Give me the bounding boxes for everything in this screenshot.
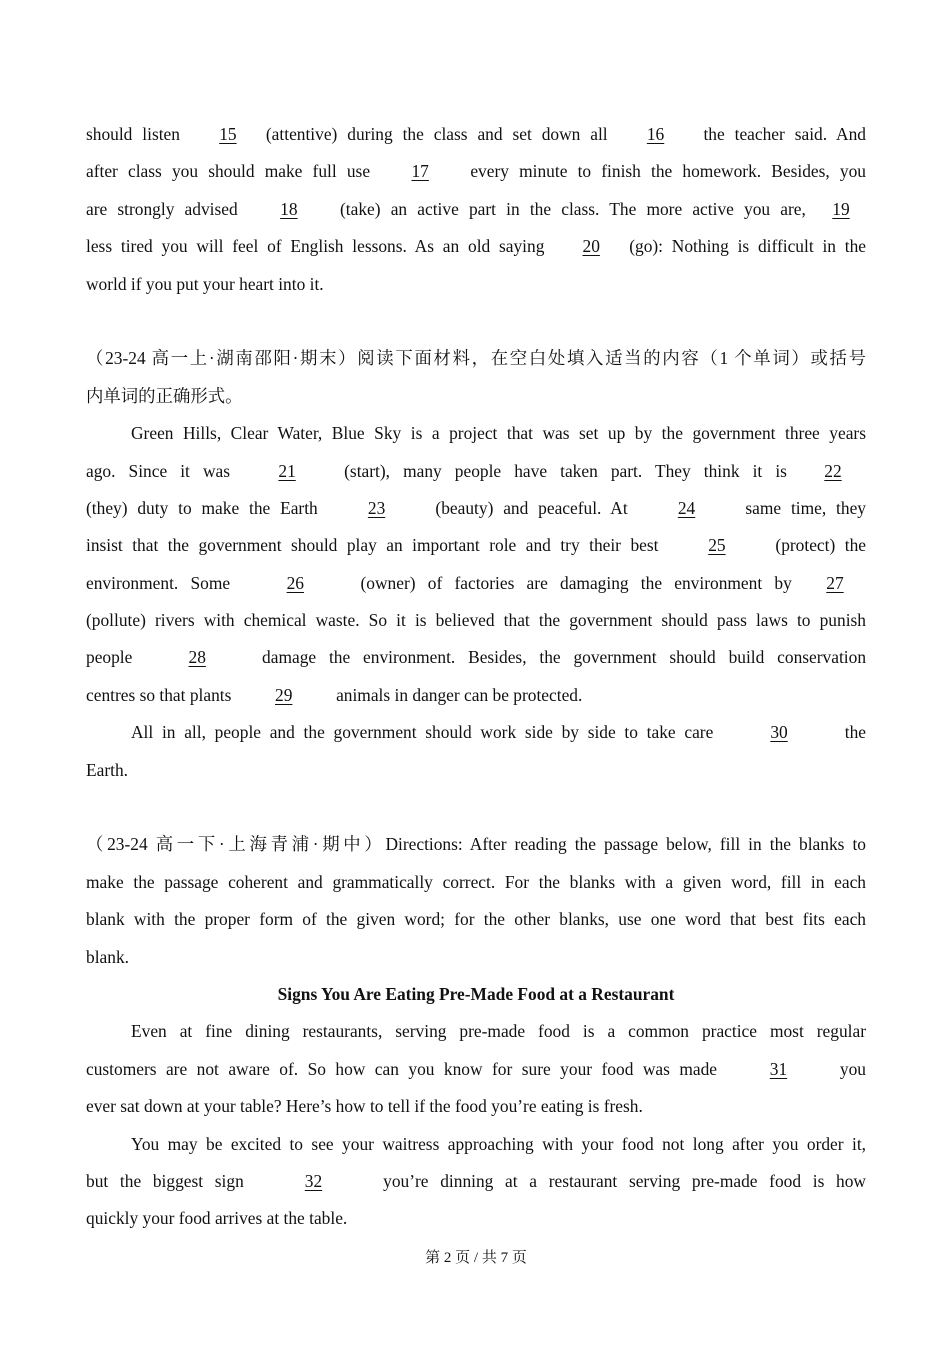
text-line: world if you put your heart into it. <box>86 273 324 294</box>
text-line: ago. Since it was 21 (start), many people have taken part. They think it is 22 <box>86 453 866 490</box>
text-line: Even at fine dining restaurants, serving pre-made food is a common practice most regular <box>131 1021 866 1042</box>
blank-31: 31 <box>769 1058 788 1079</box>
text-line: are strongly advised 18 (take) an active part in the class. The more active you are, 19 <box>86 191 866 228</box>
text-line: less tired you will feel of English lessons. As an old saying 20 (go): Nothing is difficult in the <box>86 228 866 265</box>
blank-18: 18 <box>280 198 298 219</box>
question-instruction: blank with the proper form of the given word; for the other blanks, use one word that best fits each <box>86 909 866 930</box>
passage-2 <box>86 340 866 789</box>
blank-19: 19 <box>832 198 850 219</box>
blank-21: 21 <box>278 460 296 481</box>
text-line: (pollute) rivers with chemical waste. So it is believed that the government should pass laws to punish <box>86 610 866 631</box>
text-line: after class you should make full use 17 every minute to finish the homework. Besides, you <box>86 153 866 190</box>
question-source: （23-24 高一上·湖南邵阳·期末）阅读下面材料，在空白处填入适当的内容（1 个单词）或括号 <box>86 348 866 369</box>
blank-17: 17 <box>411 161 429 182</box>
passage-title: Signs You Are Eating Pre-Made Food at a Restaurant <box>277 983 675 1004</box>
blank-24: 24 <box>677 497 696 518</box>
text-line: Green Hills, Clear Water, Blue Sky is a project that was set up by the government three years <box>131 423 866 444</box>
blank-25: 25 <box>708 535 726 556</box>
text-line: (they) duty to make the Earth 23 (beauty) and peaceful. At 24 same time, they <box>86 490 866 527</box>
question-source: （23-24 高一下·上海青浦·期中）Directions: After reading the passage below, fill in the blanks to <box>86 834 866 855</box>
text-line: should listen 15 (attentive) during the class and set down all 16 the teacher said. And <box>86 116 866 153</box>
text-line: quickly your food arrives at the table. <box>86 1208 348 1229</box>
text-line: insist that the government should play an important role and try their best 25 (protect) the <box>86 527 866 564</box>
passage-1 <box>86 116 866 303</box>
page-footer: 第 2 页 / 共 7 页 <box>425 1250 527 1266</box>
blank-20: 20 <box>582 236 600 257</box>
question-instruction: make the passage coherent and grammatically correct. For the blanks with a given word, fill in each <box>86 871 866 892</box>
passage-3 <box>86 826 866 1237</box>
blank-15: 15 <box>219 124 237 144</box>
text-line: You may be excited to see your waitress approaching with your food not long after you order it, <box>131 1133 866 1154</box>
blank-29: 29 <box>275 684 293 705</box>
text-line: Earth. <box>86 759 129 780</box>
blank-30: 30 <box>770 722 788 743</box>
text-line: customers are not aware of. So how can you know for sure your food was made 31 you <box>86 1051 866 1088</box>
blank-23: 23 <box>367 497 386 518</box>
question-instruction: blank. <box>86 946 129 967</box>
blank-26: 26 <box>286 572 304 593</box>
text-line: All in all, people and the government should work side by side to take care 30 the <box>86 714 866 751</box>
text-line: ever sat down at your table? Here’s how to tell if the food you’re eating is fresh. <box>86 1096 643 1117</box>
text-line: environment. Some 26 (owner) of factories are damaging the environment by 27 <box>86 565 866 602</box>
blank-28: 28 <box>188 647 206 668</box>
blank-32: 32 <box>304 1170 323 1191</box>
document-body <box>86 116 866 1238</box>
blank-16: 16 <box>646 124 665 144</box>
blank-22: 22 <box>824 460 842 481</box>
text-line: people 28 damage the environment. Besides, the government should build conservation <box>86 639 866 676</box>
blank-27: 27 <box>826 572 844 593</box>
text-line: but the biggest sign 32 you’re dinning at a restaurant serving pre-made food is how <box>86 1163 866 1200</box>
text-line: centres so that plants 29 animals in danger can be protected. <box>86 677 866 714</box>
question-instruction: 内单词的正确形式。 <box>86 385 243 406</box>
